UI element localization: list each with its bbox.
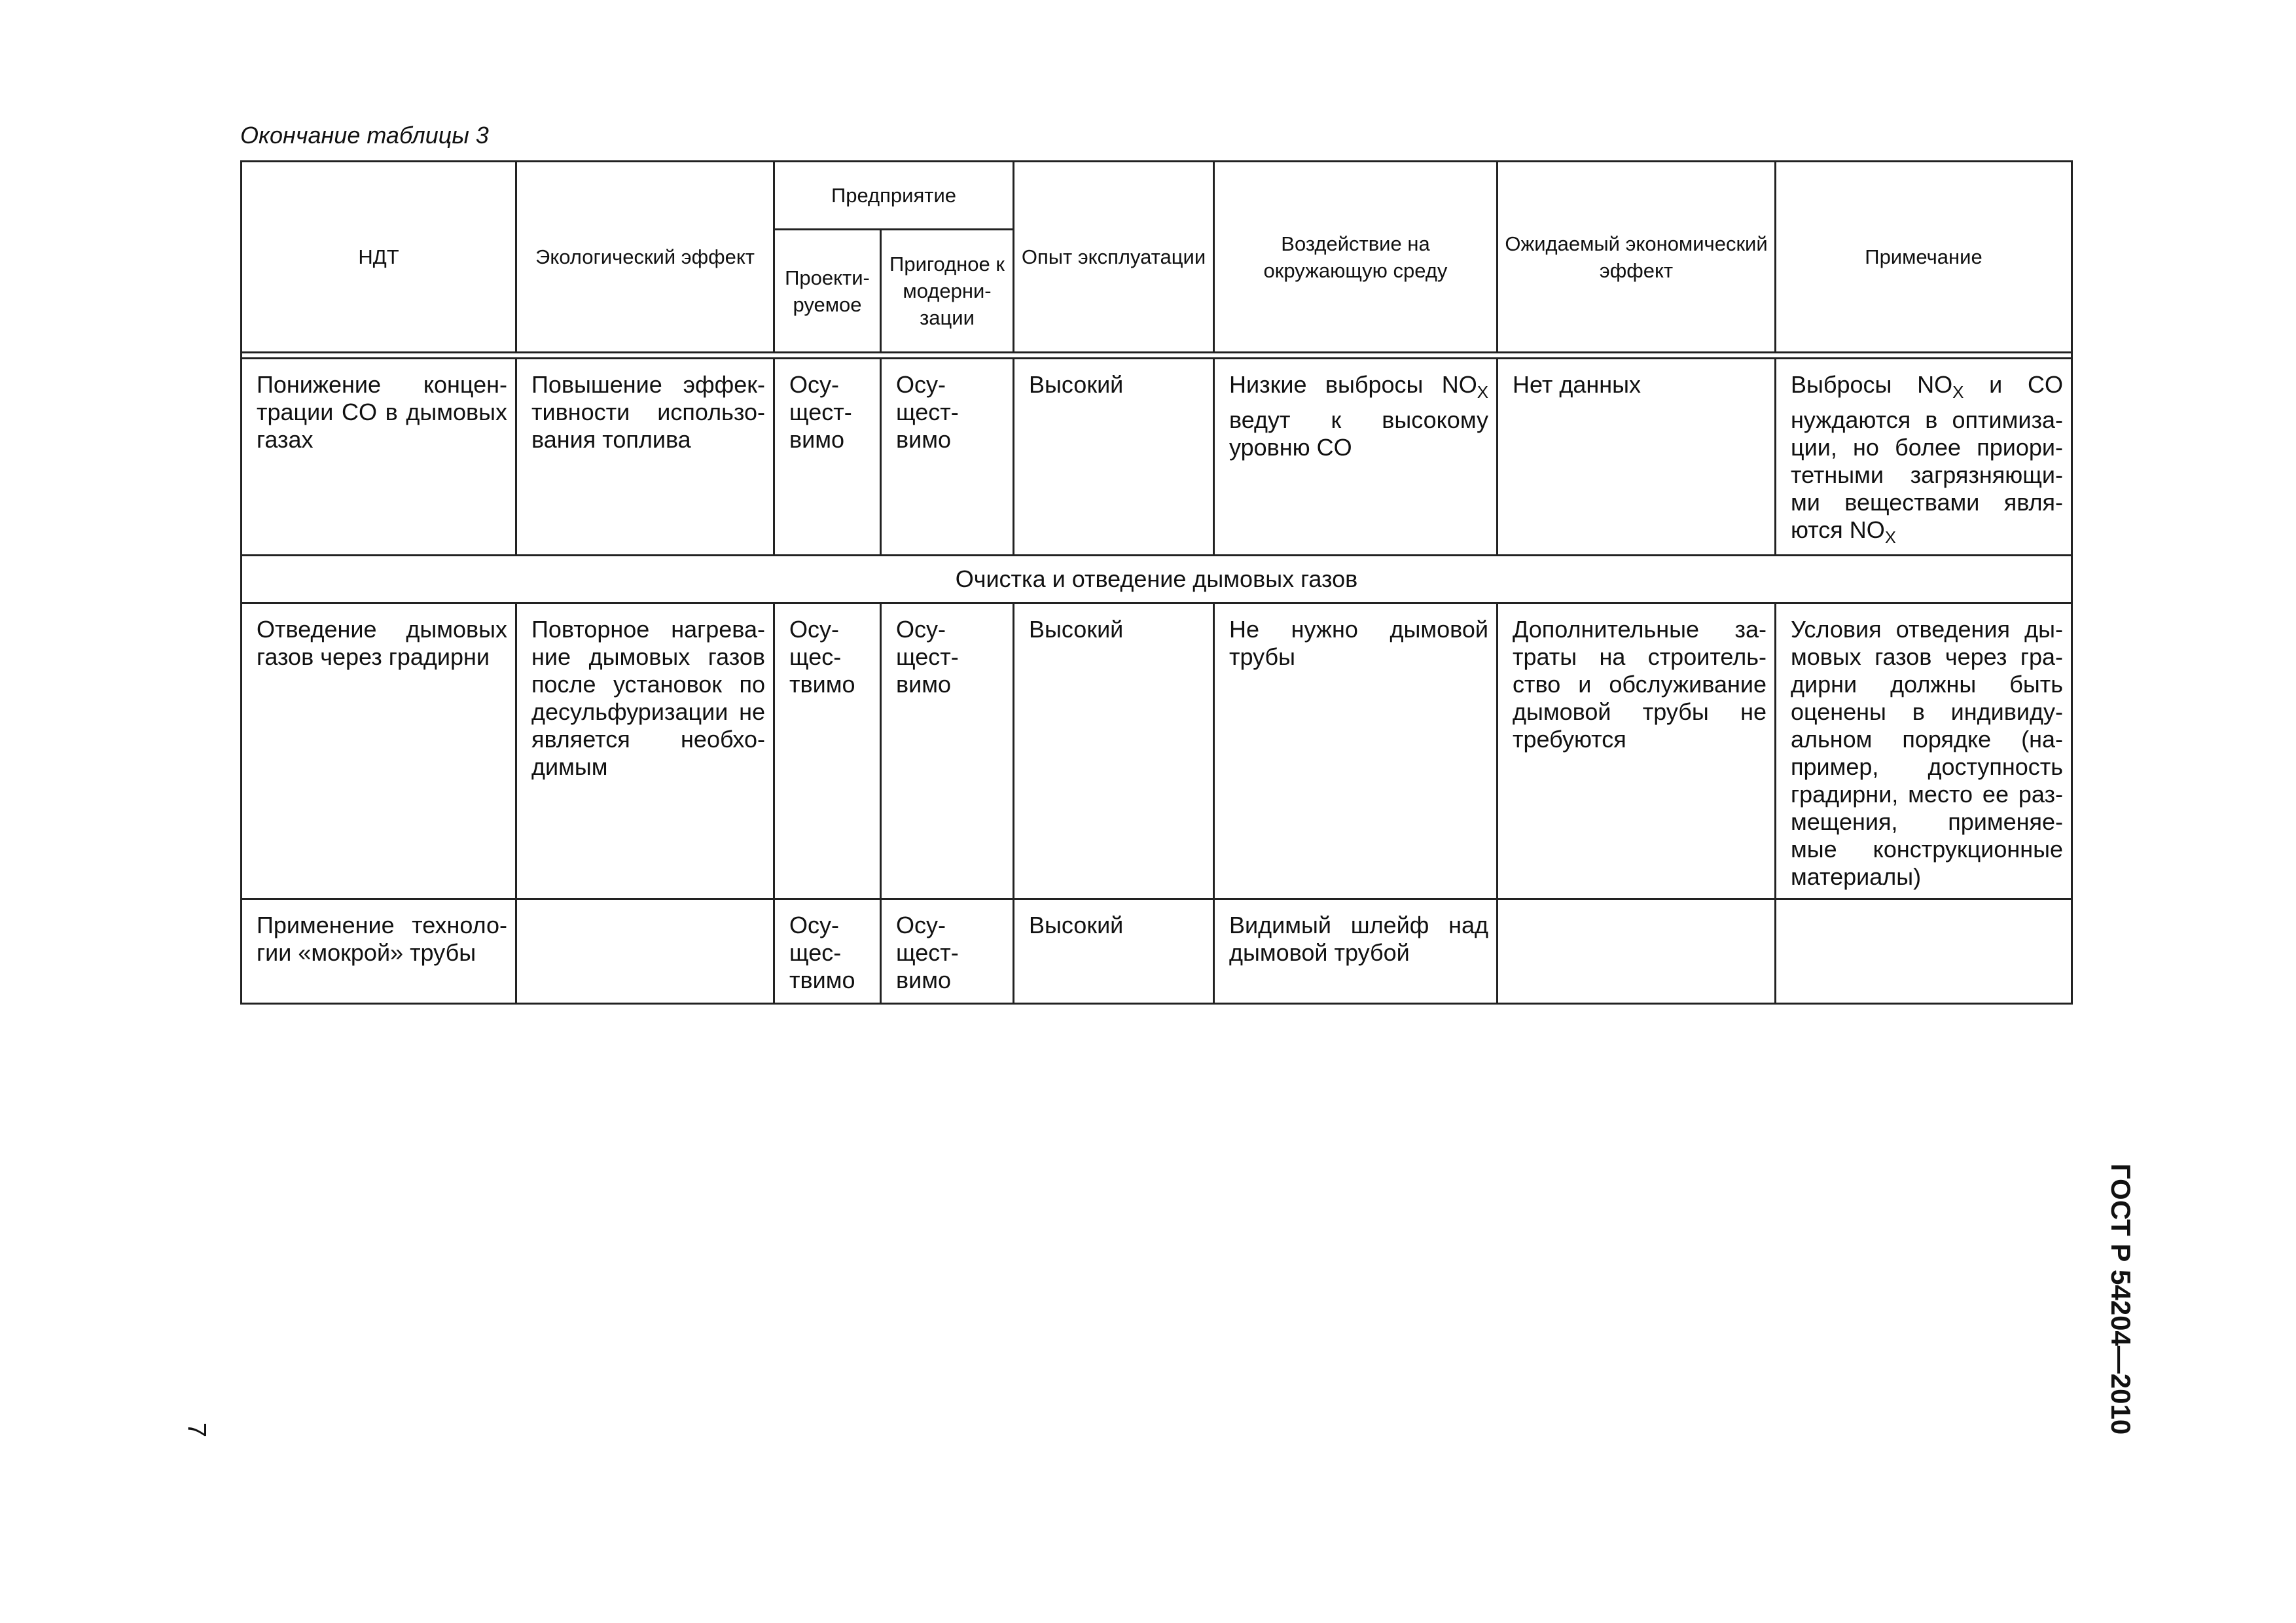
header-eco-effect: Экологический эффект xyxy=(516,162,774,353)
note-text-a: Выбросы NO xyxy=(1791,371,1953,398)
table-row xyxy=(242,359,2072,556)
header-note: Примечание xyxy=(1776,162,2072,353)
cell-designed: Осу-щес-твимо xyxy=(774,603,881,899)
env-text-a: Низкие выбросы NO xyxy=(1229,371,1477,398)
page-number: 7 xyxy=(182,1422,211,1438)
cell-note: Условия отведения ды-мовых газов через гра-дирни должны быть оценены в индивиду-альном порядке (на-пример, доступность градирни, место ее раз-мещения, применяе-мые конструкционные материалы) xyxy=(1776,603,2072,899)
cell-environment: Видимый шлейф над дымовой трубой xyxy=(1214,899,1498,1003)
page-number-vertical xyxy=(177,1410,216,1450)
table-caption: Окончание таблицы 3 xyxy=(240,122,489,149)
cell-designed: Осу-щест-вимо xyxy=(774,359,881,556)
cell-economic xyxy=(1498,899,1776,1003)
section-row xyxy=(242,555,2072,603)
header-environment: Воздействие на окружающую среду xyxy=(1214,162,1498,353)
cell-modernizable: Осу-щест-вимо xyxy=(881,899,1014,1003)
cell-economic: Дополнительные за-траты на строитель-ство и обслуживание дымовой трубы не требуются xyxy=(1498,603,1776,899)
cell-environment xyxy=(1214,359,1498,556)
env-text-b: ведут к высокому уровню CO xyxy=(1229,406,1488,461)
header-experience: Опыт эксплуатации xyxy=(1014,162,1214,353)
note-subscript-2: X xyxy=(1884,528,1897,547)
header-separator xyxy=(242,353,2072,359)
cell-modernizable: Осу-щест-вимо xyxy=(881,603,1014,899)
document-code: ГОСТ Р 54204—2010 xyxy=(2106,1163,2136,1435)
cell-economic: Нет данных xyxy=(1498,359,1776,556)
cell-note xyxy=(1776,899,2072,1003)
section-title: Очистка и отведение дымовых газов xyxy=(242,555,2072,603)
header-enterprise: Предприятие xyxy=(774,162,1014,230)
env-subscript: X xyxy=(1477,383,1488,402)
cell-ndt: Отведение дымовых газов через градирни xyxy=(242,603,516,899)
cell-ndt: Понижение концен-трации CO в дымовых газах xyxy=(242,359,516,556)
table-row xyxy=(242,899,2072,1003)
header-designed: Проекти-руемое xyxy=(774,230,881,353)
bat-table xyxy=(240,160,2073,1005)
cell-eco: Повышение эффек-тивности использо-вания топлива xyxy=(516,359,774,556)
cell-experience: Высокий xyxy=(1014,359,1214,556)
table-row xyxy=(242,603,2072,899)
cell-note xyxy=(1776,359,2072,556)
cell-experience: Высокий xyxy=(1014,899,1214,1003)
cell-experience: Высокий xyxy=(1014,603,1214,899)
header-ndt: НДТ xyxy=(242,162,516,353)
cell-modernizable: Осу-щест-вимо xyxy=(881,359,1014,556)
cell-environment: Не нужно дымовой трубы xyxy=(1214,603,1498,899)
cell-eco xyxy=(516,899,774,1003)
cell-ndt: Применение техноло-гии «мокрой» трубы xyxy=(242,899,516,1003)
header-modernizable: Пригодное к модерни-зации xyxy=(881,230,1014,353)
document-code-vertical xyxy=(2094,1162,2147,1436)
note-subscript-1: X xyxy=(1952,383,1964,402)
cell-designed: Осу-щес-твимо xyxy=(774,899,881,1003)
header-economic: Ожидаемый экономический эффект xyxy=(1498,162,1776,353)
cell-eco: Повторное нагрева-ние дымовых газов после установок по десульфуризации не является необхо-димым xyxy=(516,603,774,899)
note-text-b: и CO нуждаются в оптимиза-ции, но более приори-тетными загрязняющи-ми веществами явля-ются NO xyxy=(1791,371,2063,543)
